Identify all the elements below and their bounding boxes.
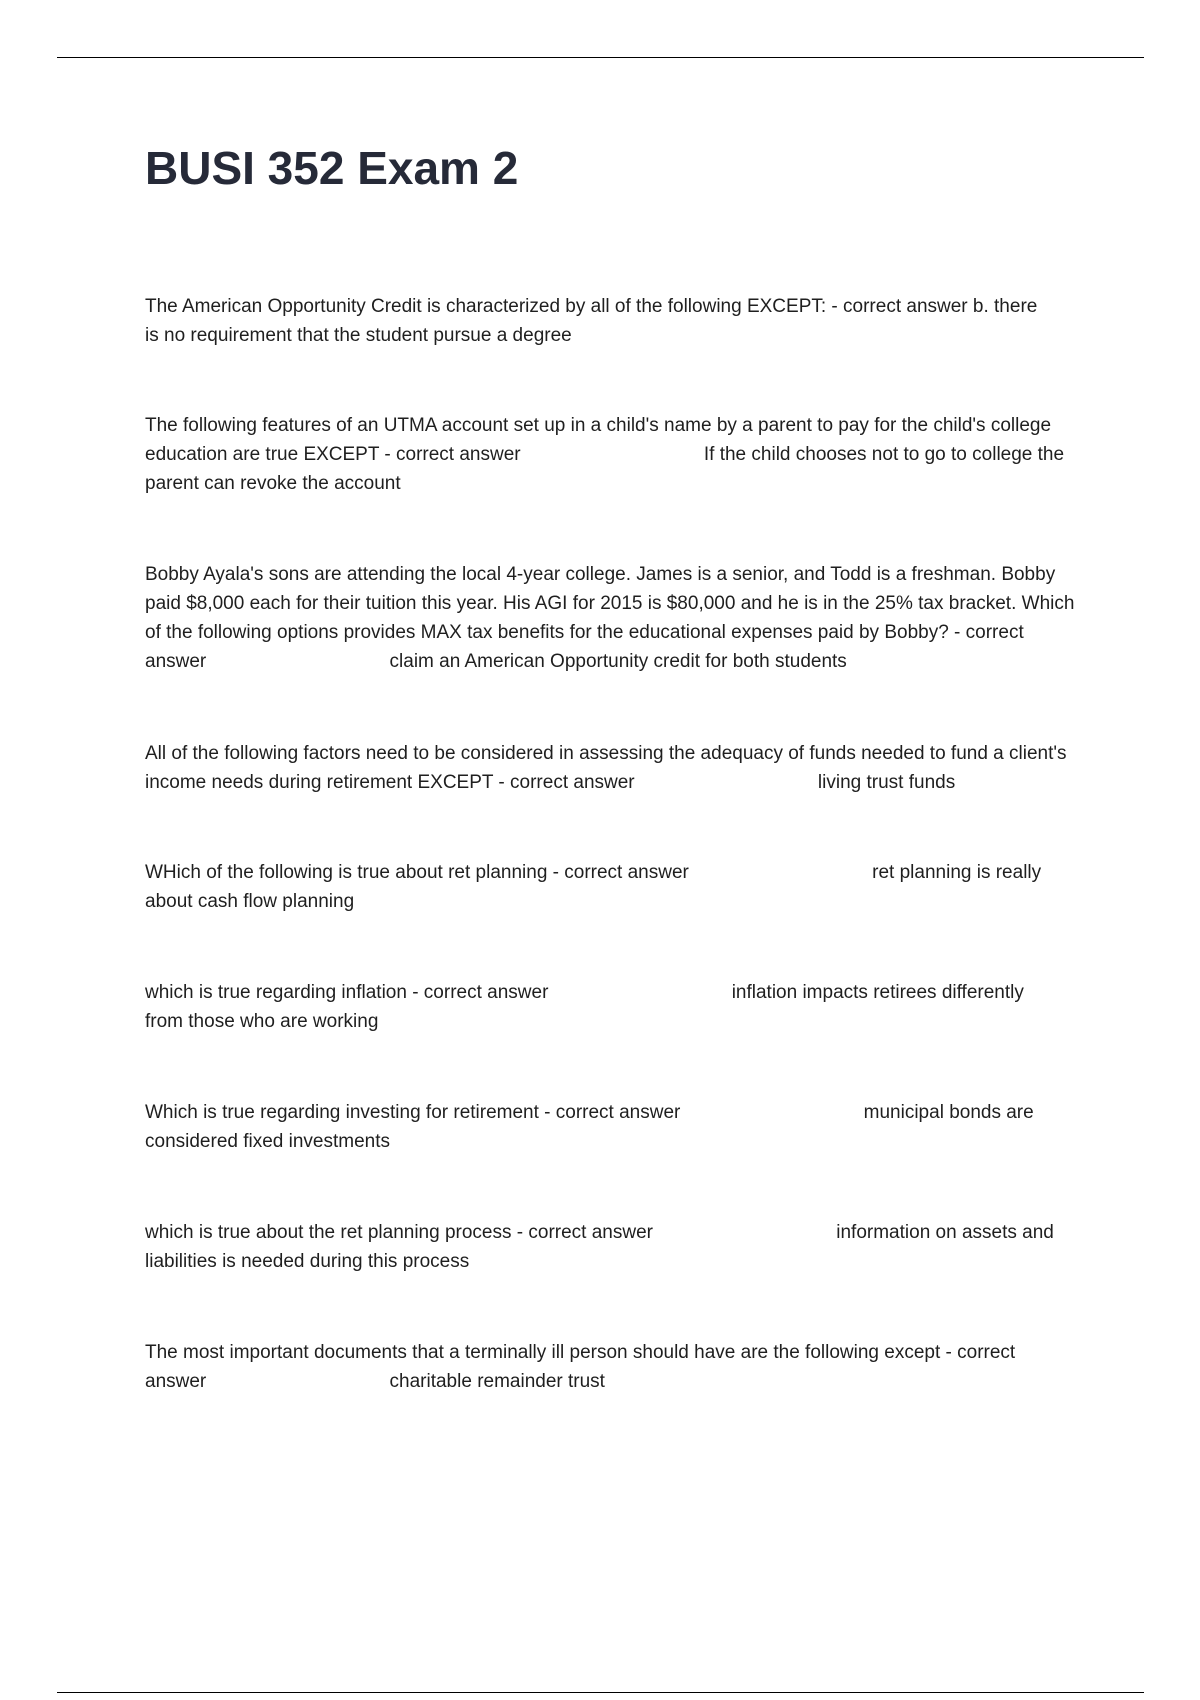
question-text: The following features of an UTMA account set up in a child's name by a parent to pay for the child's college education are true EXCEPT - correct answer bbox=[145, 415, 1052, 465]
qa-item bbox=[145, 1218, 1085, 1276]
question-text: which is true regarding inflation - correct answer bbox=[145, 982, 549, 1003]
question-text: which is true about the ret planning process - correct answer bbox=[145, 1222, 653, 1243]
question-text: The American Opportunity Credit is characterized by all of the following EXCEPT: - correct answer bbox=[145, 296, 968, 317]
qa-item bbox=[145, 739, 1085, 797]
qa-item bbox=[145, 978, 1025, 1036]
answer-text: ret planning is really about cash flow planning bbox=[145, 862, 1042, 912]
answer-text: information on assets and liabilities is needed during this process bbox=[145, 1222, 1054, 1272]
qa-item bbox=[145, 560, 1085, 676]
question-text: WHich of the following is true about ret planning - correct answer bbox=[145, 862, 689, 883]
bottom-rule bbox=[57, 1692, 1144, 1693]
answer-text: If the child chooses not to go to college the parent can revoke the account bbox=[145, 444, 1065, 494]
qa-item bbox=[145, 411, 1085, 498]
answer-text: inflation impacts retirees differently from those who are working bbox=[145, 982, 1024, 1032]
question-text: Bobby Ayala's sons are attending the local 4-year college. James is a senior, and Todd is a freshman. Bobby paid $8,000 each for their tuition this year. His AGI for 2015 is $80,000 and he is in the 25% tax bracket. Which of the following options provides MAX tax benefits for the educational expenses paid by Bobby? - correct answer bbox=[145, 564, 1075, 672]
qa-item bbox=[145, 292, 1045, 350]
qa-item bbox=[145, 1338, 1045, 1396]
top-rule bbox=[57, 57, 1144, 58]
question-text: The most important documents that a terminally ill person should have are the following except - correct answer bbox=[145, 1342, 1016, 1392]
qa-item bbox=[145, 1098, 1075, 1156]
answer-text: municipal bonds are considered fixed investments bbox=[145, 1102, 1034, 1152]
question-text: All of the following factors need to be considered in assessing the adequacy of funds needed to fund a client's income needs during retirement EXCEPT - correct answer bbox=[145, 743, 1067, 793]
page-title: BUSI 352 Exam 2 bbox=[145, 142, 519, 194]
question-text: Which is true regarding investing for retirement - correct answer bbox=[145, 1102, 681, 1123]
answer-text: charitable remainder trust bbox=[389, 1371, 605, 1392]
answer-text: b. there is no requirement that the student pursue a degree bbox=[145, 296, 1038, 346]
qa-item bbox=[145, 858, 1065, 916]
answer-text: living trust funds bbox=[817, 772, 956, 793]
answer-text: claim an American Opportunity credit for both students bbox=[389, 651, 847, 672]
